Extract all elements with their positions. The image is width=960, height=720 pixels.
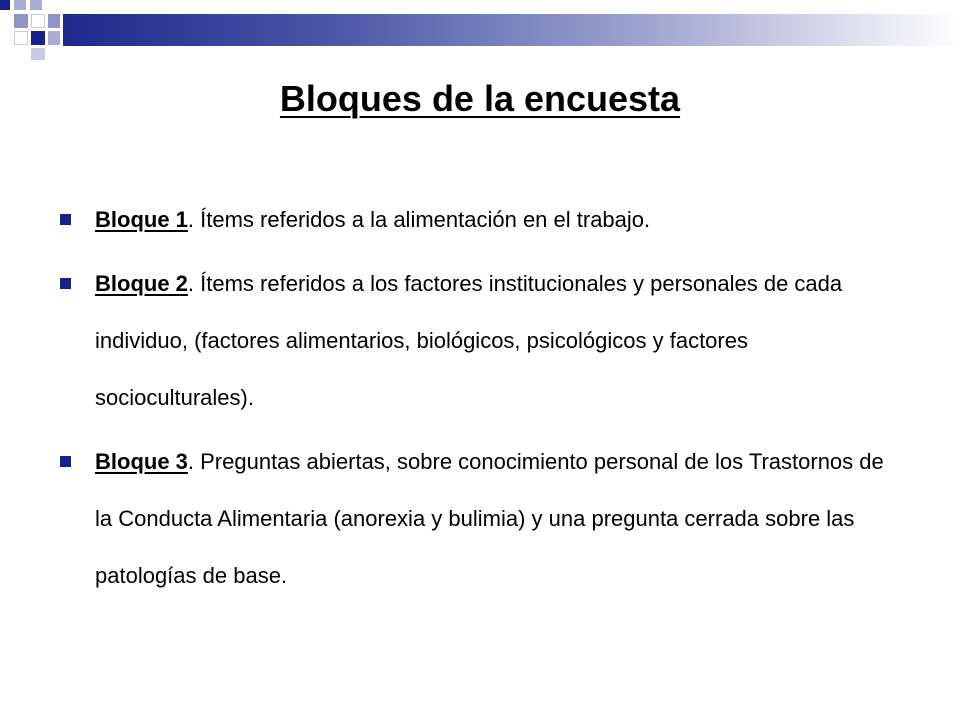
list-item-text xyxy=(95,433,895,604)
deco-square xyxy=(48,14,60,28)
bloque-label: Bloque 2 xyxy=(95,271,188,296)
bloque-description: . Ítems referidos a los factores institucionales y personales de cada individuo, (factores alimentarios, biológicos, psicológicos y factores socioculturales). xyxy=(95,271,843,410)
deco-square xyxy=(31,48,45,60)
header-decoration xyxy=(0,0,960,60)
deco-square xyxy=(31,31,45,45)
deco-square xyxy=(31,14,45,28)
header-gradient-bar xyxy=(63,14,960,46)
bloque-label: Bloque 3 xyxy=(95,449,188,474)
square-bullet-icon xyxy=(60,214,71,225)
list-item-text xyxy=(95,255,895,426)
bloque-label: Bloque 1 xyxy=(95,207,188,232)
bloque-description: . Preguntas abiertas, sobre conocimiento personal de los Trastornos de la Conducta Alimentaria (anorexia y bulimia) y una pregunta cerrada sobre las patologías de base. xyxy=(95,449,884,588)
list-item-text xyxy=(95,191,895,248)
deco-square xyxy=(14,0,26,10)
slide-title: Bloques de la encuesta xyxy=(279,78,681,119)
deco-square xyxy=(14,31,28,45)
square-bullet-icon xyxy=(60,278,71,289)
deco-square xyxy=(30,0,42,10)
bloque-description: . Ítems referidos a la alimentación en el trabajo. xyxy=(187,207,651,232)
deco-square xyxy=(0,0,10,10)
deco-square xyxy=(48,31,60,45)
deco-square xyxy=(14,14,28,28)
square-bullet-icon xyxy=(60,456,71,467)
